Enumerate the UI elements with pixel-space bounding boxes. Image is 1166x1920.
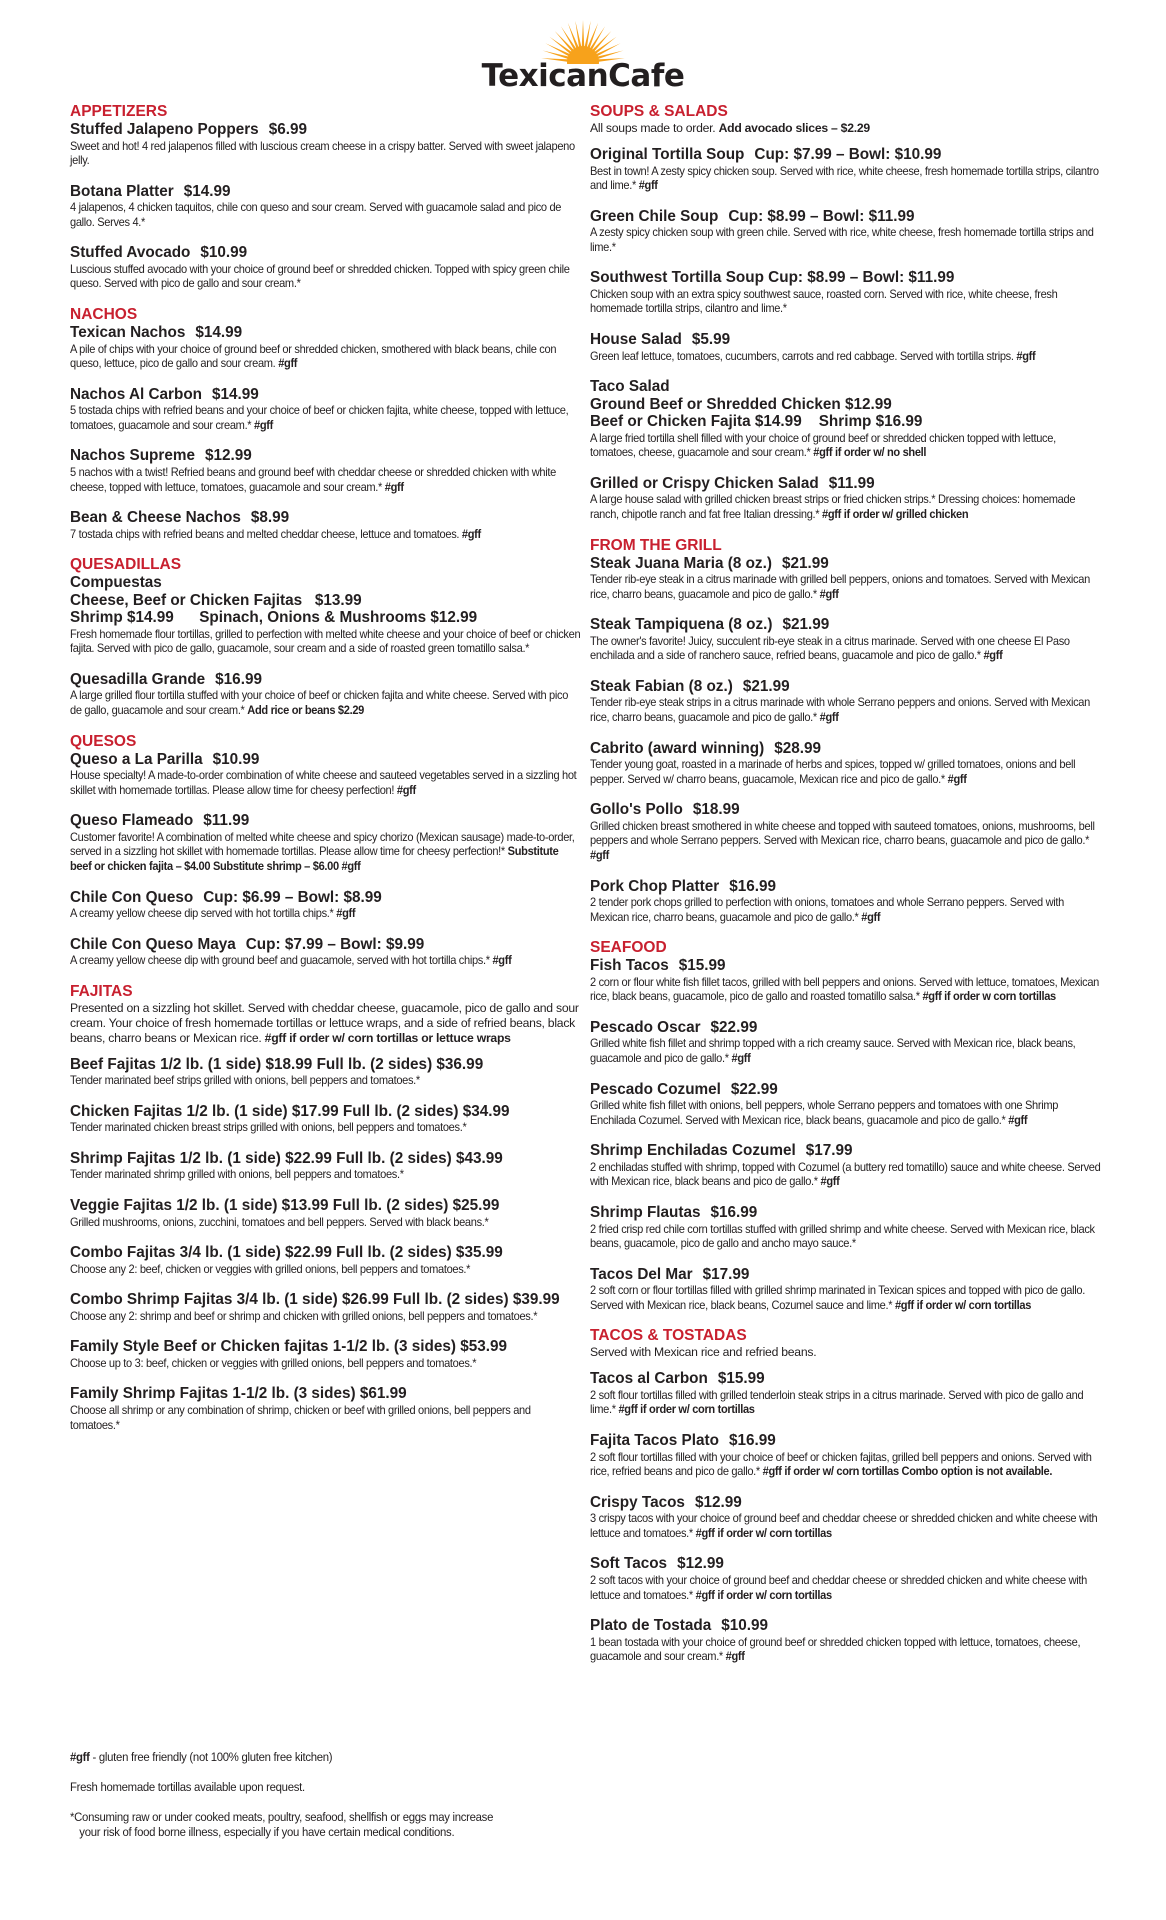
item-price: $14.99 — [195, 324, 243, 342]
item-price: $17.99 — [702, 1265, 750, 1283]
item-price: $18.99 — [692, 801, 740, 819]
item-description: Grilled white fish fillet with onions, bell peppers, whole Serrano peppers and tomatoes with one Shrimp Enchilada Cozumel. Served with Mexican rice, black beans, guacamole and pico de gallo.* #gff — [590, 1098, 1059, 1127]
item-name: Quesadilla Grande $16.99 — [70, 670, 262, 688]
item-description: Tender rib-eye steak strips in a citrus marinade with whole Serrano peppers and onions. Served with Mexican rice, charro beans, guacamole and pico de gallo.* #gff — [590, 695, 1090, 724]
item-price: $16.99 — [710, 1204, 758, 1221]
menu-section — [70, 103, 580, 291]
item-description: 2 fried crisp red chile corn tortillas stuffed with grilled shrimp and white cheese. Served with Mexican rice, black beans, guacamole, pico de gallo and ancho mayo sauce.* — [590, 1221, 1095, 1251]
item-price: $21.99 — [782, 616, 830, 634]
item-description: A large fried tortilla shell filled with your choice of ground beef or shredded chicken topped with lettuce, tomatoes, cheese, guacamole and sour cream.* #gff if order w/ no shell — [590, 430, 1056, 460]
item-name: Pescado Oscar $22.99 — [590, 1018, 758, 1036]
item-description: 2 corn or flour white fish fillet tacos, grilled with bell peppers and onions. Served with lettuce, tomatoes, Mexican rice, black beans, guacamole, pico de gallo and roasted tomatillo salsa.* #gff if order w corn tortillas — [590, 974, 1099, 1004]
menu-item — [70, 1150, 580, 1182]
item-price: $22.99 — [730, 1080, 778, 1098]
item-name: Chile Con Queso Maya Cup: $7.99 – Bowl: $9.99 — [70, 935, 425, 953]
item-note: #gff — [590, 847, 609, 862]
menu-section — [70, 733, 580, 968]
menu-section — [70, 556, 580, 717]
item-description: Chicken soup with an extra spicy southwest sauce, roasted corn. Served with rice, white cheese, fresh homemade tortilla strips, cilantro and lime.* — [590, 286, 1058, 316]
item-note: #gff — [396, 782, 416, 797]
menu-item — [590, 1494, 1100, 1541]
item-description: Best in town! A zesty spicy chicken soup. Served with rice, white cheese, fresh homemade tortilla strips, cilantro and lime.* #gff — [590, 163, 1099, 193]
section-title: SEAFOOD — [590, 939, 667, 957]
menu-item — [590, 269, 1100, 316]
item-note: #gff if order w/ corn tortillas Combo option is not available. — [762, 1464, 1053, 1479]
menu-item — [70, 183, 580, 230]
gff-note: #gff - gluten free friendly (not 100% gluten free kitchen) — [70, 1750, 333, 1764]
menu-item — [70, 889, 580, 921]
item-price: $10.99 — [200, 244, 248, 262]
menu-item — [590, 878, 1100, 925]
menu-item — [590, 678, 1100, 725]
item-description: A creamy yellow cheese dip with ground beef and guacamole, served with hot tortilla chips.* #gff — [70, 953, 512, 968]
item-name: Gollo's Pollo $18.99 — [590, 801, 740, 819]
item-description: 2 soft flour tortillas filled with grilled tenderloin steak strips in a citrus marinade. Served with pico de gallo and lime.* #gff if order w/ corn tortillas — [590, 1387, 1084, 1417]
item-description: Fresh homemade flour tortillas, grilled to perfection with melted white cheese and your choice of beef or chicken fajita. Served with pico de gallo, guacamole, sour cream and a side of roasted green tomatillo salsa.* — [70, 626, 581, 656]
menu-item — [70, 1103, 580, 1135]
item-note: #gff — [1008, 1112, 1028, 1127]
item-price: $15.99 — [678, 957, 726, 975]
item-description: Tender marinated shrimp grilled with onions, bell peppers and tomatoes.* — [70, 1167, 404, 1182]
item-name: Nachos Supreme $12.99 — [70, 447, 252, 465]
item-option-line: Shrimp $14.99 Spinach, Onions & Mushrooms $12.99 — [70, 609, 478, 627]
item-name: Chile Con Queso Cup: $6.99 – Bowl: $8.99 — [70, 888, 382, 906]
item-note: #gff if order w/ corn tortillas — [695, 1587, 832, 1602]
item-option-line: Beef or Chicken Fajita $14.99 Shrimp $16.99 — [590, 413, 923, 431]
item-description: Choose all shrimp or any combination of shrimp, chicken or beef with grilled onions, bell peppers and tomatoes.* — [70, 1402, 531, 1432]
menu-item — [590, 1266, 1100, 1313]
item-price: $16.99 — [215, 670, 262, 688]
brand-logo — [0, 18, 1166, 94]
item-price: $8.99 — [250, 509, 290, 527]
item-note: #gff if order w/ corn tortillas — [894, 1297, 1032, 1312]
item-note: #gff — [820, 1174, 840, 1189]
item-name: Tacos al Carbon $15.99 — [590, 1370, 765, 1388]
item-name: Veggie Fajitas 1/2 lb. (1 side) $13.99 Full lb. (2 sides) $25.99 — [70, 1197, 500, 1215]
item-price: $21.99 — [742, 677, 790, 695]
item-name: Steak Fabian (8 oz.) $21.99 — [590, 677, 790, 695]
menu-column-right — [590, 103, 1100, 1679]
item-name: Fish Tacos $15.99 — [590, 957, 726, 975]
item-name: Chicken Fajitas 1/2 lb. (1 side) $17.99 Full lb. (2 sides) $34.99 — [70, 1102, 510, 1120]
item-description: Grilled mushrooms, onions, zucchini, tomatoes and bell peppers. Served with black beans.* — [70, 1214, 489, 1229]
item-description: Sweet and hot! 4 red jalapenos filled with luscious cream cheese in a crispy batter. Served with sweet jalapeno jelly. — [70, 138, 575, 168]
item-price: $12.99 — [204, 447, 252, 465]
item-description: Luscious stuffed avocado with your choice of ground beef or shredded chicken. Topped with spicy green chile queso. Served with pico de gallo and sour cream.* — [70, 261, 570, 291]
item-name: Plato de Tostada $10.99 — [590, 1617, 769, 1635]
item-note: #gff — [254, 417, 274, 432]
item-description: Grilled chicken breast smothered in white cheese and topped with sauteed tomatoes, onions, mushrooms, bell peppers and whole Serrano peppers. Served with Mexican rice, charro beans, guacamole and pico de gallo.* #gff — [590, 818, 1095, 862]
item-price: $21.99 — [781, 554, 829, 572]
item-name: Bean & Cheese Nachos $8.99 — [70, 509, 290, 527]
menu-item — [70, 509, 580, 541]
brand-name: TexicanCafe — [481, 58, 685, 94]
item-price: Cup: $7.99 – Bowl: $9.99 — [245, 935, 425, 953]
item-note: #gff — [278, 356, 298, 371]
menu-item — [70, 447, 580, 494]
item-description: Customer favorite! A combination of melted white cheese and spicy chorizo (Mexican sausage) made-to-order, served in a sizzling hot skillet with homemade tortillas. Please allow time for cheesy perfection!* Substitute beef or chicken fajita – $4.00 Substitute shrimp – $6.00 #gff — [70, 829, 575, 873]
menu-section — [70, 306, 580, 541]
menu-item — [70, 1056, 580, 1088]
item-price: $10.99 — [721, 1617, 769, 1635]
item-name: Pescado Cozumel $22.99 — [590, 1080, 778, 1098]
item-note: #gff — [983, 648, 1003, 663]
menu-item — [590, 475, 1100, 522]
item-name: Family Shrimp Fajitas 1-1/2 lb. (3 sides) $61.99 — [70, 1385, 407, 1403]
item-description: Choose up to 3: beef, chicken or veggies with grilled onions, bell peppers and tomatoes.* — [70, 1355, 477, 1370]
menu-item — [590, 146, 1100, 193]
item-description: Tender rib-eye steak in a citrus marinade with grilled bell peppers, onions and tomatoes. Served with Mexican rice, charro beans, guacamole and pico de gallo.* #gff — [590, 572, 1090, 601]
item-description: A large house salad with grilled chicken breast strips or fried chicken strips.* Dressing choices: homemade ranch, chipotle ranch and fat free Italian dressing.* #gff if order w/ grilled chicken — [590, 492, 1076, 521]
menu-item — [590, 1019, 1100, 1066]
item-description: 7 tostada chips with refried beans and melted cheddar cheese, lettuce and tomatoes. #gff — [70, 526, 481, 541]
menu-item — [70, 1338, 580, 1370]
item-name: Combo Shrimp Fajitas 3/4 lb. (1 side) $26.99 Full lb. (2 sides) $39.99 — [70, 1291, 560, 1309]
menu-item — [70, 1385, 580, 1432]
item-note: #gff — [725, 1649, 745, 1664]
item-description: 2 soft flour tortillas filled with your choice of beef or chicken fajitas, grilled bell peppers and onions. Served with rice, refried beans and pico de gallo.* #gff if order w/ corn tortillas Combo option is not available. — [590, 1449, 1092, 1479]
menu-item — [70, 1197, 580, 1229]
item-description: Tender marinated beef strips grilled with onions, bell peppers and tomatoes.* — [70, 1073, 420, 1088]
item-description: 2 enchiladas stuffed with shrimp, topped with Cozumel (a buttery red tomatillo) sauce and white cheese. Served with Mexican rice, black beans and pico de gallo.* #gff — [590, 1159, 1101, 1189]
item-description: 2 tender pork chops grilled to perfection with onions, tomatoes and whole Serrano peppers. Served with Mexican rice, charro beans, guacamole and pico de gallo.* #gff — [590, 895, 1064, 924]
item-name: Steak Tampiquena (8 oz.) $21.99 — [590, 616, 830, 634]
item-note: #gff — [638, 178, 658, 193]
menu-item — [590, 1142, 1100, 1189]
item-note: #gff — [492, 953, 512, 968]
item-name: Green Chile Soup Cup: $8.99 – Bowl: $11.99 — [590, 207, 915, 225]
menu-notes — [70, 1750, 590, 1840]
item-note: #gff if order w/ grilled chicken — [822, 506, 969, 521]
section-title: NACHOS — [70, 306, 138, 324]
item-note: #gff — [819, 710, 839, 724]
item-name: House Salad $5.99 — [590, 331, 731, 349]
item-description: Choose any 2: beef, chicken or veggies with grilled onions, bell peppers and tomatoes.* — [70, 1261, 471, 1276]
item-name: Tacos Del Mar $17.99 — [590, 1265, 750, 1283]
item-description: 5 tostada chips with refried beans and your choice of beef or chicken fajita, white cheese, topped with lettuce, tomatoes, guacamole and sour cream.* #gff — [70, 403, 569, 432]
item-price: $12.99 — [677, 1555, 724, 1573]
menu-item — [590, 616, 1100, 663]
item-name: Combo Fajitas 3/4 lb. (1 side) $22.99 Full lb. (2 sides) $35.99 — [70, 1244, 503, 1262]
item-note: #gff — [1016, 348, 1036, 363]
item-note: #gff — [947, 771, 967, 786]
item-price: $14.99 — [212, 385, 259, 403]
item-name: Fajita Tacos Plato $16.99 — [590, 1432, 776, 1450]
item-price: Cup: $6.99 – Bowl: $8.99 — [203, 888, 382, 906]
item-description: Tender marinated chicken breast strips grilled with onions, bell peppers and tomatoes.* — [70, 1120, 467, 1135]
item-name: Beef Fajitas 1/2 lb. (1 side) $18.99 Full lb. (2 sides) $36.99 — [70, 1055, 484, 1073]
section-title: TACOS & TOSTADAS — [590, 1327, 747, 1345]
menu-column-left — [70, 103, 580, 1447]
menu-item — [70, 1291, 580, 1323]
menu-item — [590, 378, 1100, 460]
menu-item — [590, 957, 1100, 1004]
menu-item — [70, 244, 580, 291]
menu-item — [70, 121, 580, 168]
item-name: Compuestas — [70, 574, 162, 592]
item-note: #gff — [461, 526, 481, 541]
item-name: Botana Platter $14.99 — [70, 182, 231, 200]
menu-item — [70, 812, 580, 873]
item-option-line: Ground Beef or Shredded Chicken $12.99 — [590, 395, 892, 413]
section-title: QUESADILLAS — [70, 556, 182, 574]
item-price: $16.99 — [729, 877, 776, 895]
item-description: A creamy yellow cheese dip served with hot tortilla chips.* #gff — [70, 906, 356, 921]
menu-item — [590, 1617, 1100, 1664]
menu-item — [70, 936, 580, 968]
item-price: $11.99 — [203, 812, 250, 830]
menu-item — [70, 574, 580, 656]
item-name: Cabrito (award winning) $28.99 — [590, 739, 822, 757]
item-price: $28.99 — [774, 739, 822, 757]
item-description: Green leaf lettuce, tomatoes, cucumbers, carrots and red cabbage. Served with tortilla strips. #gff — [590, 348, 1036, 363]
item-option-line: Cheese, Beef or Chicken Fajitas $13.99 — [70, 591, 362, 609]
item-description: A zesty spicy chicken soup with green chile. Served with rice, white cheese, fresh homemade tortilla strips and lime.* — [590, 225, 1094, 254]
menu-section — [590, 537, 1100, 925]
menu-item — [590, 1370, 1100, 1417]
item-price: $12.99 — [694, 1493, 742, 1511]
item-price: $16.99 — [728, 1432, 776, 1450]
section-title: FAJITAS — [70, 982, 133, 1000]
item-name: Family Style Beef or Chicken fajitas 1-1/2 lb. (3 sides) $53.99 — [70, 1338, 507, 1356]
item-note: #gff — [731, 1051, 751, 1066]
section-intro: Presented on a sizzling hot skillet. Served with cheddar cheese, guacamole, pico de gallo and sour cream. Your choice of fresh homemade tortillas or lettuce wraps, and a side of refried beans, black beans, charro beans or Mexican rice. #gff if order w/ corn tortillas or lettuce wraps — [70, 1000, 579, 1045]
item-price: $10.99 — [212, 750, 260, 768]
menu-section — [590, 103, 1100, 522]
item-price: $15.99 — [717, 1370, 765, 1388]
item-description: 2 soft tacos with your choice of ground beef and cheddar cheese or shredded chicken and white cheese with lettuce and tomatoes.* #gff if order w/ corn tortillas — [590, 1572, 1087, 1602]
item-note: #gff if order w/ corn tortillas — [695, 1525, 832, 1540]
health-warning: *Consuming raw or under cooked meats, poultry, seafood, shellfish or eggs may increase your risk of food borne illness, especially if you have certain medical conditions. — [70, 1810, 494, 1839]
item-description: A pile of chips with your choice of ground beef or shredded chicken, smothered with black beans, chile con queso, lettuce, pico de gallo and sour cream. #gff — [70, 341, 557, 371]
item-name: Stuffed Avocado $10.99 — [70, 244, 248, 262]
menu-item — [70, 1244, 580, 1276]
section-intro: All soups made to order. Add avocado slices – $2.29 — [590, 121, 870, 135]
item-description: 1 bean tostada with your choice of ground beef or shredded chicken topped with lettuce, tomatoes, cheese, guacamole and sour cream.* #gff — [590, 1634, 1081, 1664]
item-name: Grilled or Crispy Chicken Salad $11.99 — [590, 474, 875, 492]
menu-section — [70, 983, 580, 1432]
menu-item — [70, 671, 580, 718]
item-name: Soft Tacos $12.99 — [590, 1555, 724, 1573]
menu-item — [590, 740, 1100, 787]
menu-item — [590, 1555, 1100, 1602]
item-name: Crispy Tacos $12.99 — [590, 1493, 742, 1511]
item-name: Nachos Al Carbon $14.99 — [70, 385, 259, 403]
item-description: 5 nachos with a twist! Refried beans and ground beef with cheddar cheese or shredded chicken with white cheese, topped with lettuce, tomatoes, guacamole and sour cream.* #gff — [70, 464, 556, 494]
item-description: Choose any 2: shrimp and beef or shrimp and chicken with grilled onions, bell peppers and tomatoes.* — [70, 1308, 538, 1323]
menu-item — [590, 1081, 1100, 1128]
menu-item — [590, 1204, 1100, 1251]
item-name: Steak Juana Maria (8 oz.) $21.99 — [590, 554, 829, 572]
item-name: Stuffed Jalapeno Poppers $6.99 — [70, 121, 307, 138]
section-title: FROM THE GRILL — [590, 536, 722, 554]
menu-section — [590, 1327, 1100, 1663]
item-price: $6.99 — [268, 121, 307, 138]
item-name: Texican Nachos $14.99 — [70, 324, 243, 342]
item-price: $14.99 — [183, 182, 231, 200]
item-price: $5.99 — [691, 331, 731, 349]
section-title: SOUPS & SALADS — [590, 103, 728, 120]
section-title: APPETIZERS — [70, 103, 168, 120]
menu-item — [590, 555, 1100, 602]
item-description: 4 jalapenos, 4 chicken taquitos, chile con queso and sour cream. Served with guacamole salad and pico de gallo. Serves 4.* — [70, 200, 562, 229]
menu-item — [70, 386, 580, 433]
item-note: #gff if order w/ no shell — [813, 445, 927, 460]
menu-section — [590, 939, 1100, 1312]
item-note: #gff — [861, 909, 881, 924]
item-description: 2 soft corn or flour tortillas filled with grilled shrimp marinated in Texican spices and topped with pico de gallo. Served with Mexican rice, black beans, Cozumel sauce and lime.* #gff if order w/ corn tortillas — [590, 1283, 1085, 1312]
menu-item — [70, 324, 580, 371]
item-name: Shrimp Fajitas 1/2 lb. (1 side) $22.99 Full lb. (2 sides) $43.99 — [70, 1149, 503, 1167]
item-name: Shrimp Flautas $16.99 — [590, 1204, 758, 1221]
menu-item — [590, 208, 1100, 255]
menu-item — [590, 801, 1100, 862]
item-name: Shrimp Enchiladas Cozumel $17.99 — [590, 1142, 853, 1160]
section-intro: Served with Mexican rice and refried beans. — [590, 1345, 817, 1360]
item-description: A large grilled flour tortilla stuffed with your choice of beef or chicken fajita and white cheese. Served with pico de gallo, guacamole and sour cream.* Add rice or beans $2.29 — [70, 688, 569, 717]
tortillas-note: Fresh homemade tortillas available upon request. — [70, 1780, 305, 1794]
item-price: $11.99 — [828, 474, 875, 492]
item-note: #gff — [819, 586, 839, 601]
item-note: #gff if order w corn tortillas — [922, 989, 1056, 1004]
item-note: #gff — [336, 906, 356, 921]
item-price: Cup: $8.99 – Bowl: $11.99 — [728, 207, 915, 225]
section-title: QUESOS — [70, 732, 137, 750]
item-description: 3 crispy tacos with your choice of ground beef and cheddar cheese or shredded chicken and white cheese with lettuce and tomatoes.* #gff if order w/ corn tortillas — [590, 1511, 1098, 1540]
item-name: Southwest Tortilla Soup Cup: $8.99 – Bowl: $11.99 — [590, 269, 955, 287]
item-note: #gff — [384, 479, 404, 494]
item-note: Substitute beef or chicken fajita – $4.00 Substitute shrimp – $6.00 #gff — [70, 844, 559, 873]
item-name: Original Tortilla Soup Cup: $7.99 – Bowl: $10.99 — [590, 146, 942, 163]
item-name: Pork Chop Platter $16.99 — [590, 877, 776, 895]
item-note: Add rice or beans $2.29 — [247, 703, 364, 717]
item-description: Tender young goat, roasted in a marinade of herbs and spices, topped w/ grilled tomatoes, onions and bell pepper. Served w/ charro beans, guacamole, Mexican rice and pico de gallo.* #gff — [590, 757, 1076, 786]
item-description: House specialty! A made-to-order combination of white cheese and sauteed vegetables served in a sizzling hot skillet with homemade tortillas. Please allow time for cheesy perfection! #gff — [70, 768, 577, 797]
item-price: $22.99 — [710, 1018, 758, 1036]
item-name: Queso a La Parilla $10.99 — [70, 750, 260, 768]
item-description: Grilled white fish fillet and shrimp topped with a rich creamy sauce. Served with Mexican rice, black beans, guacamole and pico de gallo.* #gff — [590, 1036, 1076, 1066]
item-name: Queso Flameado $11.99 — [70, 812, 250, 830]
item-note: #gff if order w/ corn tortillas — [618, 1402, 755, 1417]
menu-item — [590, 331, 1100, 363]
menu-item — [70, 751, 580, 798]
item-price: $17.99 — [805, 1142, 853, 1160]
item-name: Taco Salad — [590, 378, 670, 396]
item-description: The owner's favorite! Juicy, succulent rib-eye steak in a citrus marinade. Served with one cheese El Paso enchilada and a side of ranchero sauce, refried beans, guacamole and pico de gallo.* #gff — [590, 633, 1070, 663]
menu-item — [590, 1432, 1100, 1479]
item-price: Cup: $7.99 – Bowl: $10.99 — [754, 146, 942, 163]
